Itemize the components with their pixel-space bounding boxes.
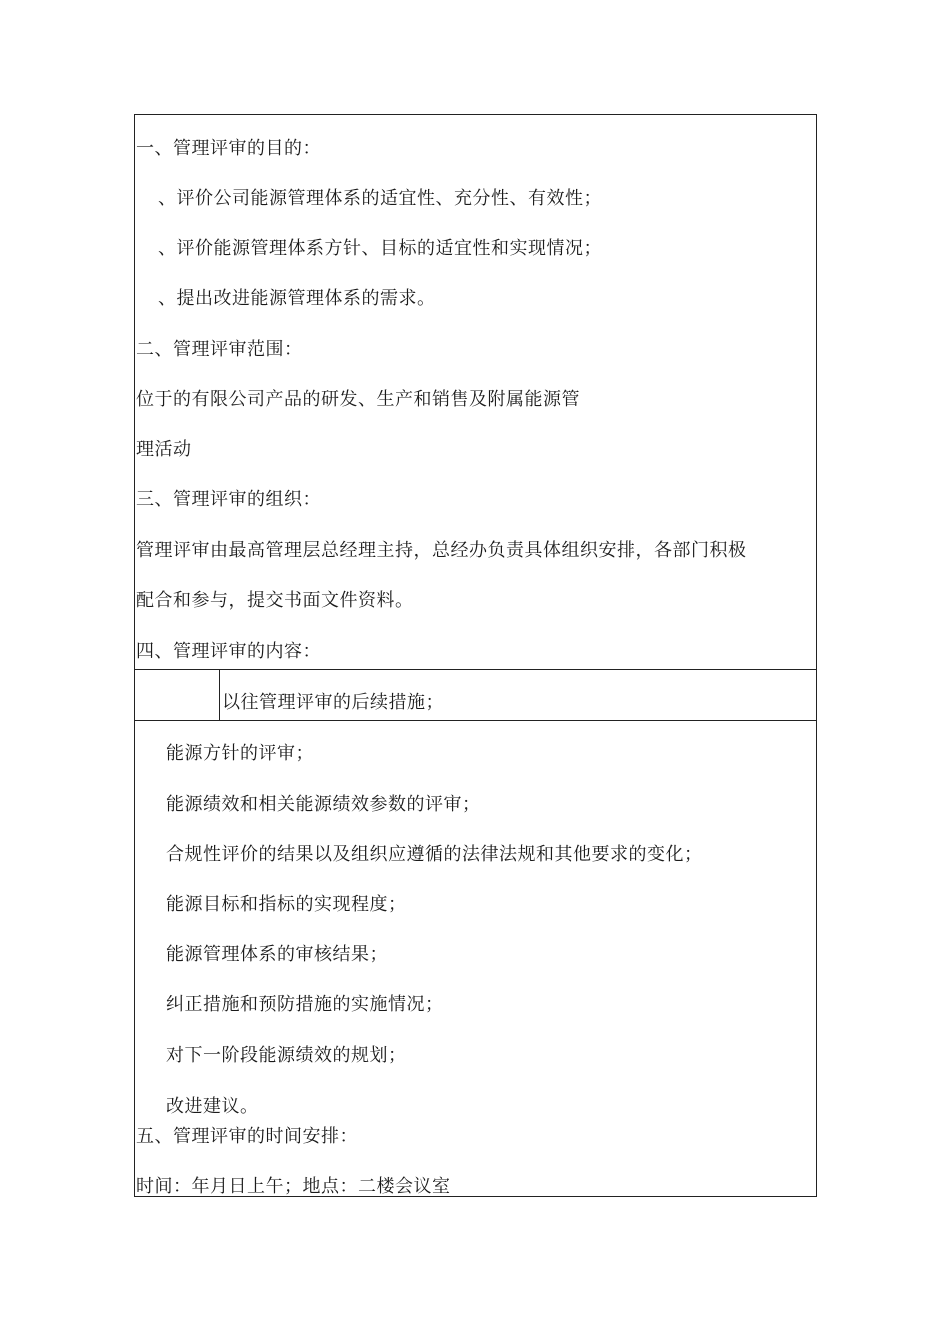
- section3-line-2: 配合和参与，提交书面文件资料。: [136, 590, 414, 611]
- section2-line-1: 位于的有限公司产品的研发、生产和销售及附属能源管: [136, 389, 580, 410]
- section4-item-1: 能源方针的评审；: [166, 743, 314, 764]
- section1-heading: 一、管理评审的目的：: [136, 138, 321, 159]
- section1-item-1: 、评价公司能源管理体系的适宜性、充分性、有效性；: [158, 188, 602, 209]
- section3-line-1: 管理评审由最高管理层总经理主持，总经办负责具体组织安排，各部门积极: [136, 540, 747, 561]
- section4-item-2: 能源绩效和相关能源绩效参数的评审；: [166, 794, 481, 815]
- section1-item-3: 、提出改进能源管理体系的需求。: [158, 288, 436, 309]
- section5-heading: 五、管理评审的时间安排：: [136, 1126, 358, 1147]
- section4-item-3: 合规性评价的结果以及组织应遵循的法律法规和其他要求的变化；: [166, 844, 703, 865]
- middle-row-divider: [219, 669, 220, 721]
- section4-first-item: 以往管理评审的后续措施；: [222, 692, 444, 713]
- section2-line-2: 理活动: [136, 439, 192, 460]
- section4-heading: 四、管理评审的内容：: [136, 641, 321, 662]
- section5-time-line: 时间：年月日上午；地点：二楼会议室: [136, 1176, 451, 1197]
- section4-item-7: 对下一阶段能源绩效的规划；: [166, 1045, 407, 1066]
- section4-item-5: 能源管理体系的审核结果；: [166, 944, 388, 965]
- section4-item-8: 改进建议。: [166, 1096, 259, 1117]
- section4-item-6: 纠正措施和预防措施的实施情况；: [166, 994, 444, 1015]
- section2-heading: 二、管理评审范围：: [136, 339, 303, 360]
- section4-item-4: 能源目标和指标的实现程度；: [166, 894, 407, 915]
- section3-heading: 三、管理评审的组织：: [136, 489, 321, 510]
- section1-item-2: 、评价能源管理体系方针、目标的适宜性和实现情况；: [158, 238, 602, 259]
